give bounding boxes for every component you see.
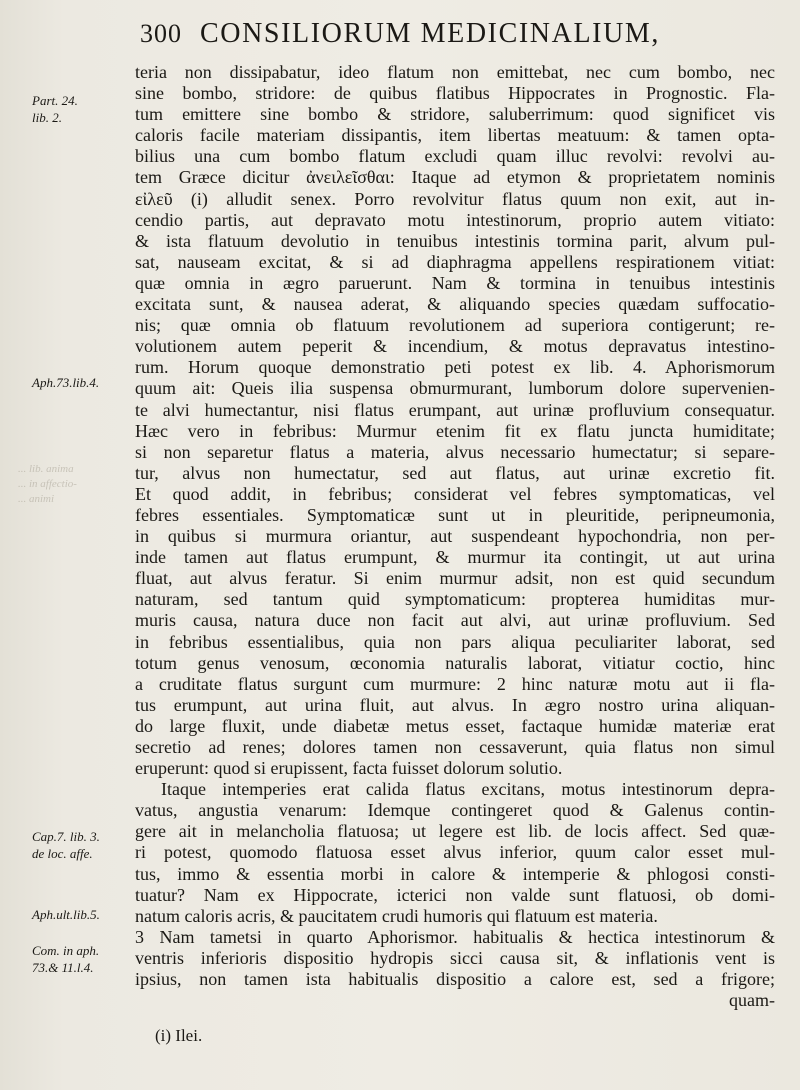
margin-note — [32, 374, 130, 391]
text-line: tus, immo & essentia morbi in calore & intemperie & phlogosi consti- — [135, 863, 775, 884]
text-line: vatus, angustia venarum: Idemque contingeret quod & Galenus contin- — [135, 800, 775, 821]
margin-note-line: Part. 24. — [32, 93, 78, 108]
text-line: ri potest, quomodo flatuosa esset alvus inferior, quum calor esset mul- — [135, 842, 775, 863]
margin-note-line: Cap.7. lib. 3. — [32, 829, 100, 844]
text-line: volutionem autem peperit & incendium, & motus depravatus intestino- — [135, 336, 775, 357]
margin-note-line: Com. in aph. — [32, 943, 100, 958]
text-line: natum caloris acris, & paucitatem crudi humoris qui flatuum est materia. — [135, 905, 658, 926]
margin-note-line: Aph.73.lib.4. — [32, 375, 100, 390]
text-line: εἰλεῦ (i) alludit senex. Porro revolvitur flatus quum non exit, aut in- — [135, 188, 775, 209]
text-line: excitata sunt, & nausea aderat, & aliquando species quædam suffocatio- — [135, 294, 775, 315]
text-line: a cruditate flatus surgunt cum murmure: 2 hinc naturæ motu aut ii fla- — [135, 673, 775, 694]
text-line: febres essentiales. Symptomaticæ sunt ut in pleuritide, peripneumonia, — [135, 504, 775, 525]
text-line: sat, nauseam excitat, & si ad diaphragma appellens respirationem vitiat: — [135, 251, 775, 272]
text-line: tur, alvus non humectatur, sed aut flatus, aut urinæ excretio fit. — [135, 462, 775, 483]
margin-note — [32, 92, 130, 126]
text-line: quæ omnia in ægro paruerunt. Nam & tormina in tenuibus intestinis — [135, 272, 775, 293]
text-line: & ista flatuum devolutio in tenuibus intestinis tormina parit, alvum pul- — [135, 230, 775, 251]
bleed-through-line: ... animi — [18, 493, 55, 505]
text-line: do large fluxit, unde diabetæ metus esset, factaque humidæ materiæ erat — [135, 715, 775, 736]
text-line: ipsius, non tamen ista habitualis dispositio a calore est, sed a frigore; — [135, 969, 775, 990]
text-line: bilius una cum bombo flatum excludi quam illuc revolvi: revolvi au- — [135, 146, 775, 167]
running-title: CONSILIORUM MEDICINALIUM, — [200, 18, 660, 49]
catchword: quam- — [729, 990, 775, 1011]
text-line: secretio ad renes; dolores tamen non cessaverunt, quia flatus non simul — [135, 737, 775, 757]
text-line: Hæc vero in febribus: Murmur etenim fit ex flatu juncta humiditate; — [135, 420, 775, 441]
text-line: quum ait: Queis ilia suspensa obmurmurant, lumborum dolore supervenien- — [135, 378, 775, 399]
text-line: Itaque intemperies erat calida flatus excitans, motus intestinorum depra- — [161, 779, 775, 800]
text-line: in quibus si murmura oriantur, aut suspendeant hypochondria, non per- — [135, 526, 775, 547]
margin-note-line: 73.& 11.l.4. — [32, 960, 94, 975]
text-line: nis; quæ omnia ob flatuum revolutionem ad superiora contigerunt; re- — [135, 315, 775, 336]
margin-note — [32, 906, 130, 923]
text-line: in febribus essentialibus, quia non pars aliqua peculiariter laborat, sed — [135, 631, 775, 652]
text-line: tus erumpunt, aut urina fluit, aut alvus. In ægro nostro urina aliquan- — [135, 694, 775, 715]
text-line: totum genus venosum, œconomia naturalis laborat, vitiatur coctio, hinc — [135, 652, 775, 673]
text-line: eruperunt: quod si erupissent, facta fuisset dolorum solutio. — [135, 758, 563, 779]
text-line: tum emittere sine bombo & stridore, saluberrimum: quod significet vis — [135, 104, 775, 125]
text-line: inde tamen aut flatus erumpunt, & murmur ita contingit, ut aut urina — [135, 547, 775, 568]
text-line: te alvi humectantur, nisi flatus erumpant, aut urinæ profluvium consequatur. — [135, 399, 775, 420]
margin-note-line: lib. 2. — [32, 110, 62, 125]
text-line: naturam, sed tantum quid symptomaticum: propterea humiditas mur- — [135, 589, 775, 610]
text-line: tem Græce dicitur ἀνειλεῖσθαι: Itaque ad etymon & proprietatem nominis — [135, 167, 775, 188]
text-line: cendio partis, aut depravato motu intestinorum, proprio autem vitiato: — [135, 209, 775, 230]
text-line: gere ait in melancholia flatuosa; ut legere est lib. de locis affect. Sed quæ- — [135, 821, 775, 842]
margin-notes — [0, 0, 130, 1090]
margin-note-line: Aph.ult.lib.5. — [32, 907, 100, 922]
page-header — [140, 18, 780, 58]
bleed-through-text — [18, 462, 118, 507]
text-line: muris causa, natura duce non facit aut alvi, aut urinæ profluvium. Sed — [135, 610, 775, 631]
text-line: fluat, aut alvus feratur. Si enim murmur adsit, non est quid secundum — [135, 568, 775, 589]
text-line: ventris inferioris dispositio hydropis sicci causa sit, & inflationis vent is — [135, 947, 775, 968]
page-number: 300 — [140, 19, 182, 48]
body-text — [135, 62, 775, 1011]
text-line: tuatur? Nam ex Hippocrate, icterici non valde sunt flatuosi, ob domi- — [135, 884, 775, 905]
text-line: si non separetur flatus a materia, alvus necessario humectatur; si separe- — [135, 441, 775, 462]
text-line: caloris facile materiam dissipantis, item libertas meatuum: & tamen opta- — [135, 125, 775, 146]
bleed-through-line: ... in affectio- — [18, 478, 77, 490]
text-line: 3 Nam tametsi in quarto Aphorismor. habitualis & hectica intestinorum & — [135, 926, 775, 947]
margin-note — [32, 828, 130, 862]
footnote: (i) Ilei. — [155, 1026, 203, 1045]
text-line: sine bombo, stridore: de quibus flatibus Hippocrates in Prognostic. Fla- — [135, 83, 775, 104]
text-line: rum. Horum quoque demonstratio peti potest ex lib. 4. Aphorismorum — [135, 357, 775, 378]
bleed-through-line: ... lib. anima — [18, 463, 74, 475]
text-line: Et quod addit, in febribus; considerat vel febres symptomaticas, vel — [135, 483, 775, 504]
text-line: teria non dissipabatur, ideo flatum non emittebat, nec cum bombo, nec — [135, 62, 775, 82]
margin-note-line: de loc. affe. — [32, 846, 93, 861]
margin-note — [32, 942, 130, 976]
